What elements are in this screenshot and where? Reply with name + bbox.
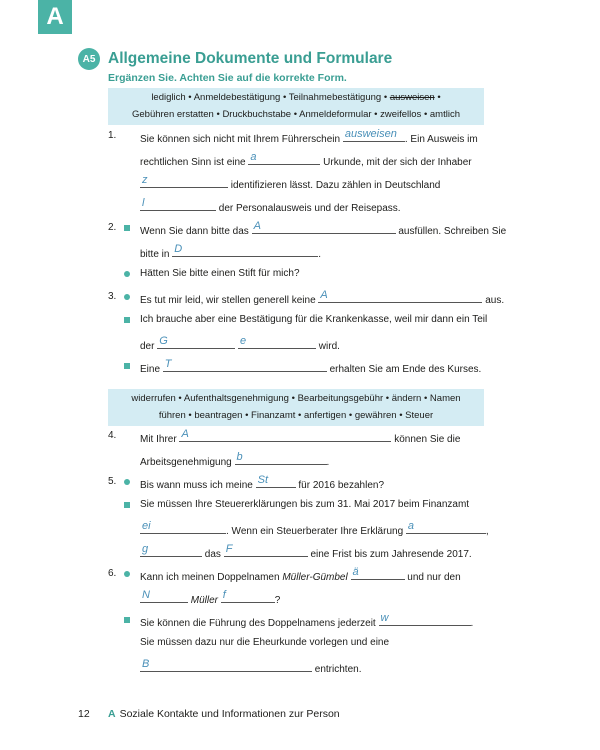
square-marker xyxy=(124,317,130,323)
answer-blank[interactable] xyxy=(140,197,216,211)
answer-hint: w xyxy=(380,612,389,624)
answer-hint: a xyxy=(250,151,257,163)
answer-blank[interactable] xyxy=(379,612,471,626)
answer-blank[interactable] xyxy=(406,520,486,534)
answer-blank[interactable] xyxy=(140,543,202,557)
italic-name: Müller-Gümbel xyxy=(282,572,348,583)
exercise-header xyxy=(78,48,392,70)
word-box-2-line-1: widerrufen • Aufenthaltsgenehmigung • Bearbeitungsgebühr • ändern • Namen xyxy=(131,393,461,404)
item-text: Eine xyxy=(140,364,163,375)
answer-hint: D xyxy=(174,243,183,255)
answer-hint: St xyxy=(257,474,269,486)
item-text: Sie können die Führung des Doppelnamens jederzeit xyxy=(140,618,379,629)
item-number: 3. xyxy=(108,291,117,302)
item-text: Sie müssen Ihre Steuererklärungen bis zum 31. Mai 2017 beim Finanzamt xyxy=(140,499,470,510)
item-text: . xyxy=(318,249,322,260)
answer-hint: b xyxy=(236,451,243,463)
italic-name: Müller xyxy=(190,595,219,606)
page-number: 12 xyxy=(78,708,90,720)
answer-hint: B xyxy=(142,658,150,670)
item-text: wird. xyxy=(316,341,340,352)
answer-hint: G xyxy=(159,335,168,347)
item-text: ausfüllen. Schreiben Sie xyxy=(395,226,507,237)
answer-hint: f xyxy=(222,589,226,601)
item-number: 5. xyxy=(108,476,117,487)
item-text: der xyxy=(140,341,158,352)
answer-blank[interactable] xyxy=(351,566,405,580)
answer-hint: A xyxy=(253,220,261,232)
item-text: Sie müssen dazu nur die Eheurkunde vorlegen und eine xyxy=(140,637,390,648)
answer-hint: ei xyxy=(142,520,151,532)
answer-hint: T xyxy=(164,358,172,370)
item-text: Kann ich meinen Doppelnamen xyxy=(140,572,283,583)
item-text: rechtlichen Sinn ist eine xyxy=(140,157,249,168)
answer-blank[interactable] xyxy=(256,474,296,488)
item-text: der Personalausweis und der Reisepass. xyxy=(216,203,401,214)
item-text: . Wenn ein Steuerberater Ihre Erklärung xyxy=(226,526,406,537)
answer-hint: N xyxy=(142,589,150,601)
circle-marker xyxy=(124,294,130,300)
answer-blank[interactable] xyxy=(179,428,391,442)
item-text: bitte in xyxy=(140,249,173,260)
item-number: 4. xyxy=(108,430,117,441)
footer-section-letter: A xyxy=(108,708,116,720)
word-box-2-line-2: führen • beantragen • Finanzamt • anfertigen • gewähren • Steuer xyxy=(158,409,434,421)
item-text: Ich brauche aber eine Bestätigung für die Krankenkasse, weil mir dann ein Teil xyxy=(140,314,488,325)
word-box-1 xyxy=(108,88,484,125)
item-text: . xyxy=(326,457,330,468)
answer-blank[interactable] xyxy=(163,358,327,372)
item-text: Urkunde, mit der sich der Inhaber xyxy=(320,157,472,168)
item-text: ? xyxy=(274,595,281,606)
section-tab: A xyxy=(38,0,72,34)
item-text: Wenn Sie dann bitte das xyxy=(140,226,252,237)
item-text: und nur den xyxy=(404,572,461,583)
exercise-title: Allgemeine Dokumente und Formulare xyxy=(108,50,393,67)
answer-hint: A xyxy=(320,289,328,301)
item-text: . Ein Ausweis im xyxy=(404,134,478,145)
item-text: können Sie die xyxy=(391,434,461,445)
square-marker xyxy=(124,502,130,508)
exercise-instruction: Ergänzen Sie. Achten Sie auf die korrekte Form. xyxy=(108,72,347,84)
circle-marker xyxy=(124,479,130,485)
answer-hint: z xyxy=(142,174,148,186)
square-marker xyxy=(124,225,130,231)
item-text: , xyxy=(485,526,489,537)
item-text: eine Frist bis zum Jahresende 2017. xyxy=(307,549,472,560)
item-text: Arbeitsgenehmigung xyxy=(140,457,235,468)
word-box-1-line-2: Gebühren erstatten • Druckbuchstabe • Anmeldeformular • zweifellos • amtlich xyxy=(131,108,460,120)
item-text: aus. xyxy=(482,295,505,306)
item-text: erhalten Sie am Ende des Kurses. xyxy=(326,364,482,375)
answer-blank[interactable] xyxy=(238,335,316,349)
word-box-text: lediglich • Anmeldebestätigung • Teilnahmebestätigung • xyxy=(151,92,390,103)
struck-word: ausweisen xyxy=(389,92,435,103)
item-text: Bis wann muss ich meine xyxy=(140,480,256,491)
answer-hint: ä xyxy=(352,566,359,578)
answer-blank[interactable] xyxy=(140,520,226,534)
item-text: . xyxy=(470,618,474,629)
answer-blank[interactable] xyxy=(140,589,188,603)
answer-blank[interactable] xyxy=(235,451,327,465)
item-number: 6. xyxy=(108,568,117,579)
item-text: für 2016 bezahlen? xyxy=(295,480,385,491)
page-footer xyxy=(78,708,340,720)
word-box-2 xyxy=(108,389,484,426)
answer-hint: a xyxy=(407,520,415,532)
item-text: Es tut mir leid, wir stellen generell keine xyxy=(140,295,319,306)
item-text: Hätten Sie bitte einen Stift für mich? xyxy=(140,268,300,279)
answer-blank[interactable] xyxy=(172,243,318,257)
answer-blank[interactable] xyxy=(140,658,312,672)
item-text: identifizieren lässt. Dazu zählen in Deutschland xyxy=(228,180,441,191)
circle-marker xyxy=(124,271,130,277)
answer-blank[interactable] xyxy=(157,335,235,349)
exercise-badge: A5 xyxy=(78,48,100,70)
item-number: 1. xyxy=(108,130,117,141)
answer-blank[interactable] xyxy=(248,151,320,165)
answer-hint: F xyxy=(225,543,233,555)
answer-blank[interactable] xyxy=(140,174,228,188)
square-marker xyxy=(124,617,130,623)
word-box-text: • xyxy=(434,92,441,103)
circle-marker xyxy=(124,571,130,577)
answer-hint: e xyxy=(240,335,247,347)
answer-blank[interactable] xyxy=(343,128,405,142)
answer-hint: l xyxy=(142,197,145,209)
answer-blank[interactable] xyxy=(318,289,482,303)
square-marker xyxy=(124,363,130,369)
footer-title: Soziale Kontakte und Informationen zur Person xyxy=(119,708,340,720)
answer-hint: A xyxy=(181,428,189,440)
item-number: 2. xyxy=(108,222,117,233)
item-text: Mit Ihrer xyxy=(140,434,180,445)
answer-handwritten: ausweisen xyxy=(344,128,397,140)
item-text: das xyxy=(202,549,224,560)
answer-hint: g xyxy=(142,543,149,555)
word-box-1-line-1 xyxy=(108,90,484,107)
item-text: entrichten. xyxy=(312,664,362,675)
answer-blank[interactable] xyxy=(221,589,275,603)
answer-blank[interactable] xyxy=(252,220,396,234)
item-text: Sie können sich nicht mit Ihrem Führerschein xyxy=(140,134,343,145)
answer-blank[interactable] xyxy=(224,543,308,557)
